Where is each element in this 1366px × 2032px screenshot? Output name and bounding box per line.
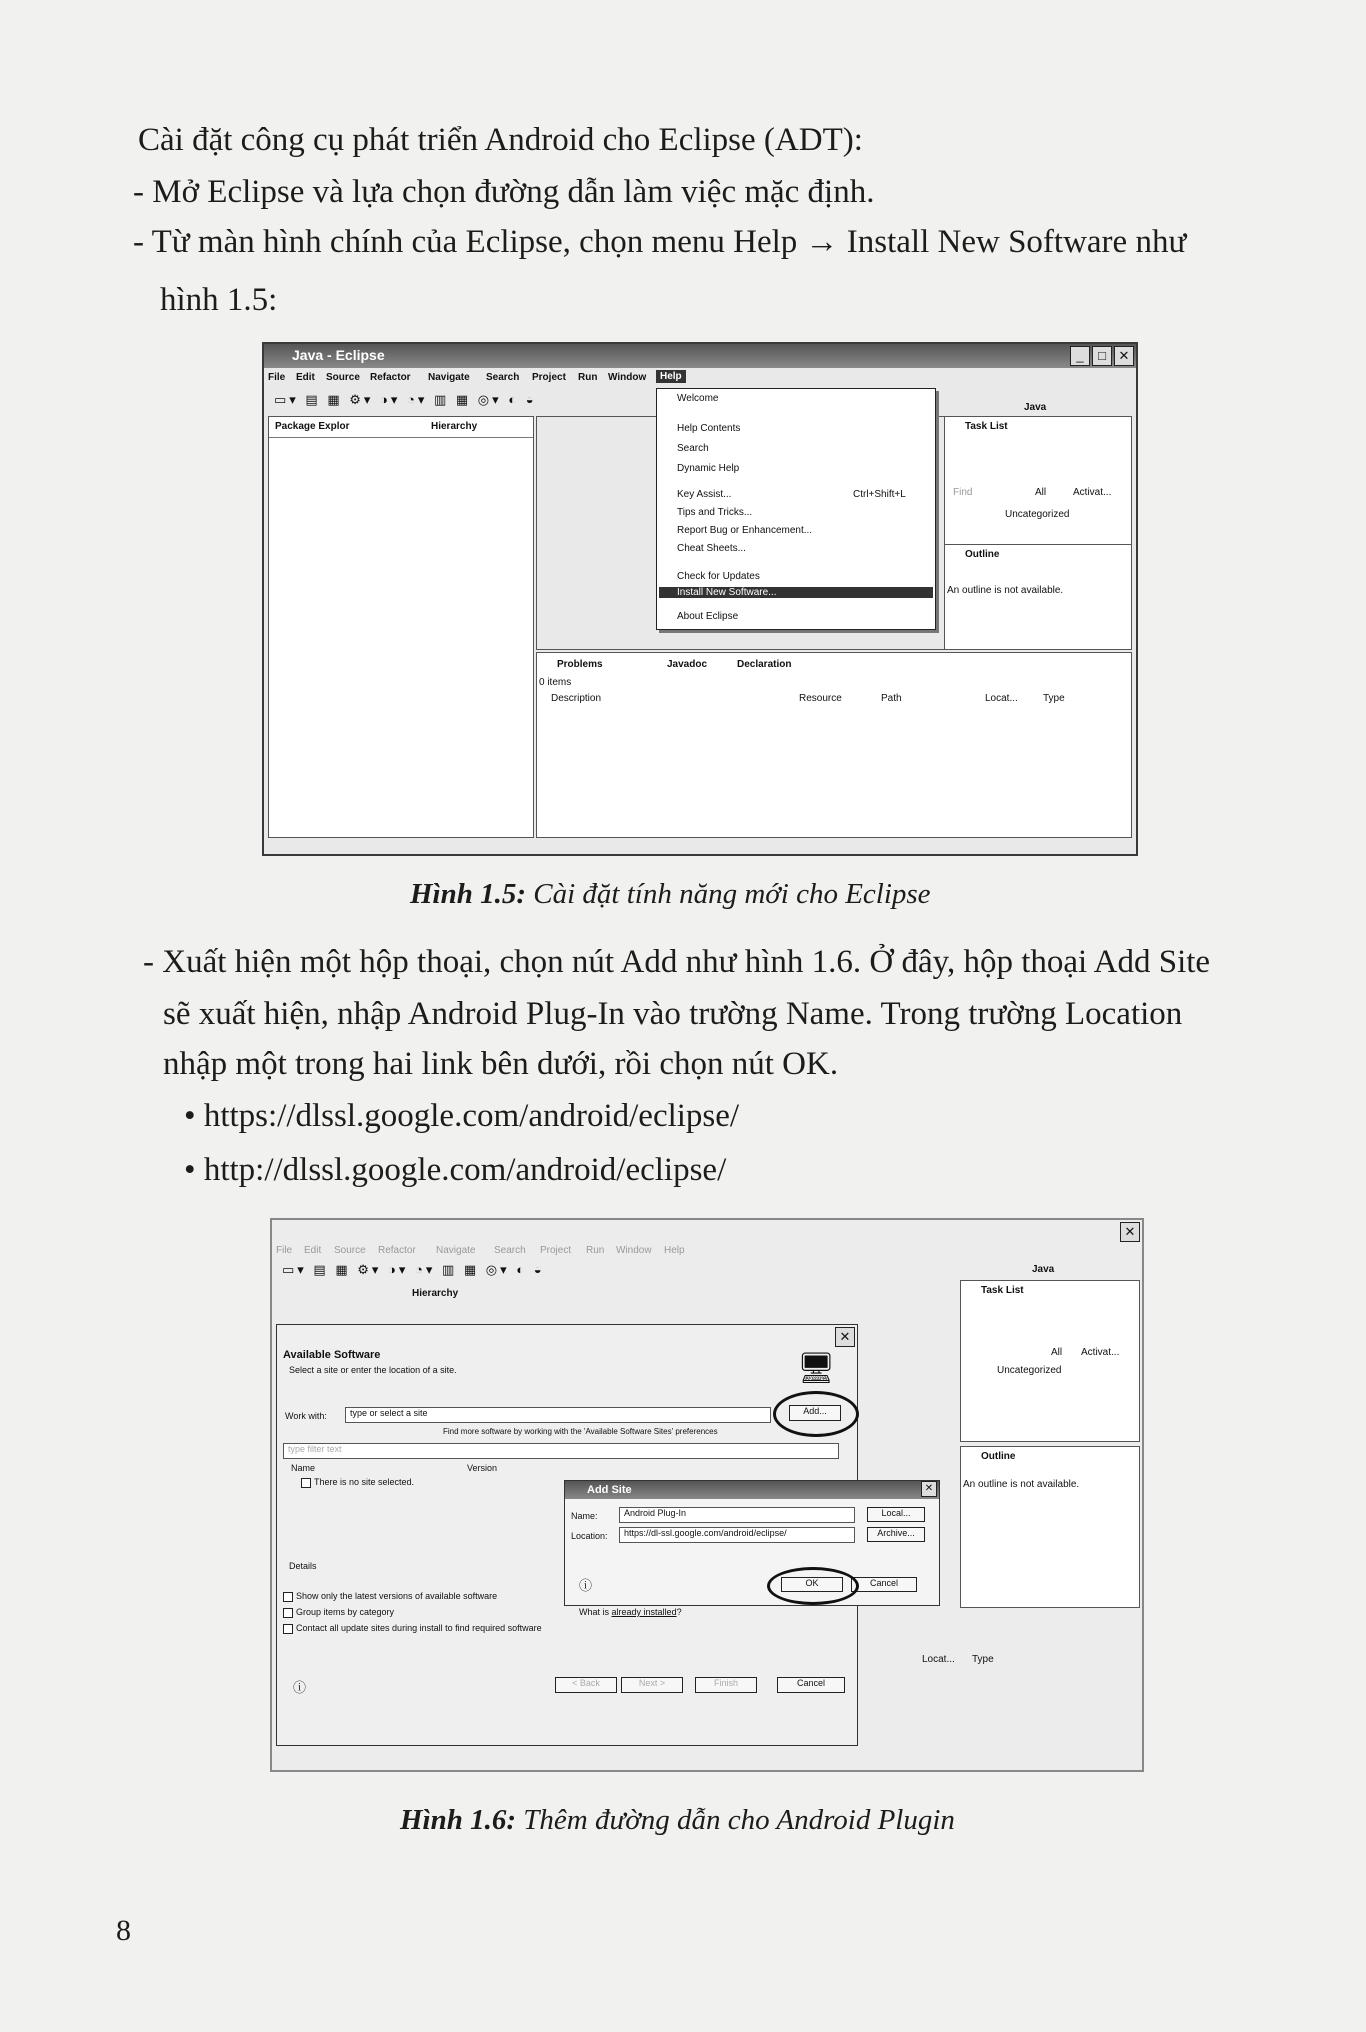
close-icon[interactable]: ✕ xyxy=(1120,1222,1140,1242)
outline-tab[interactable]: Outline xyxy=(965,549,1000,560)
menu-run[interactable]: Run xyxy=(578,372,598,383)
menu-item-help-contents[interactable]: Help Contents xyxy=(677,423,741,434)
menu-edit[interactable]: Edit xyxy=(304,1245,322,1256)
intro-line: Cài đặt công cụ phát triển Android cho Eclipse (ADT): xyxy=(138,122,863,158)
menu-file[interactable]: File xyxy=(276,1245,293,1256)
add-site-dialog xyxy=(564,1480,940,1606)
already-installed-link[interactable]: already installed xyxy=(611,1607,677,1617)
add-site-cancel-button[interactable]: Cancel xyxy=(851,1577,917,1592)
filter-placeholder: type filter text xyxy=(288,1444,342,1454)
opt-contact-sites[interactable] xyxy=(283,1623,542,1634)
filter-input[interactable] xyxy=(283,1443,839,1459)
outline-pane xyxy=(960,1446,1140,1608)
menu-project[interactable]: Project xyxy=(540,1245,572,1256)
menu-item-key-assist-shortcut: Ctrl+Shift+L xyxy=(853,489,906,500)
step-open-eclipse: - Mở Eclipse và lựa chọn đường dẫn làm việc mặc định. xyxy=(133,174,875,210)
menu-project[interactable]: Project xyxy=(532,372,566,383)
find-field[interactable]: Find xyxy=(953,487,973,498)
add-site-title: Add Site xyxy=(587,1484,632,1496)
figure-1-6-text: Thêm đường dẫn cho Android Plugin xyxy=(523,1804,955,1836)
opt-latest-versions[interactable] xyxy=(283,1591,497,1602)
location-value: https://dl-ssl.google.com/android/eclipse/ xyxy=(624,1528,787,1538)
menu-item-search[interactable]: Search xyxy=(677,443,709,454)
location-input[interactable] xyxy=(619,1527,855,1543)
page-number: 8 xyxy=(116,1914,131,1947)
work-with-placeholder: type or select a site xyxy=(350,1408,428,1418)
name-label: Name: xyxy=(571,1511,598,1521)
opt-group-by-category[interactable] xyxy=(283,1607,394,1618)
toolbar-icons[interactable]: ▭▾ ▤ ▦ ⚙▾ ◑▾ ◔▾ ▥ ▦ ◎▾ ◐ ◒ xyxy=(274,392,537,407)
menu-item-report-bug[interactable]: Report Bug or Enhancement... xyxy=(677,525,813,536)
col-resource[interactable]: Resource xyxy=(799,693,842,704)
perspective-java[interactable]: Java xyxy=(1024,402,1047,413)
menu-refactor[interactable]: Refactor xyxy=(378,1245,416,1256)
menu-source[interactable]: Source xyxy=(334,1245,366,1256)
task-list-tab[interactable]: Task List xyxy=(981,1285,1024,1296)
items-count: 0 items xyxy=(539,677,572,688)
tab-problems[interactable]: Problems xyxy=(557,659,603,670)
col-name[interactable]: Name xyxy=(291,1463,316,1473)
menu-item-install-new-software[interactable]: Install New Software... xyxy=(659,587,933,598)
tab-hierarchy[interactable]: Hierarchy xyxy=(412,1288,459,1299)
outline-message: An outline is not available. xyxy=(963,1479,1080,1490)
opt-contact-text: Contact all update sites during install to find required software xyxy=(296,1623,542,1633)
filter-activate[interactable]: Activat... xyxy=(1073,487,1112,498)
minimize-icon[interactable]: _ xyxy=(1070,346,1090,366)
outline-tab[interactable]: Outline xyxy=(981,1451,1016,1462)
archive-button[interactable]: Archive... xyxy=(867,1527,925,1542)
ok-button[interactable]: OK xyxy=(781,1577,843,1592)
task-list-pane xyxy=(960,1280,1140,1442)
col-location[interactable]: Locat... xyxy=(922,1654,955,1665)
filter-activate[interactable]: Activat... xyxy=(1081,1347,1120,1358)
perspective-java[interactable]: Java xyxy=(1032,1264,1055,1275)
figure-1-5-text: Cài đặt tính năng mới cho Eclipse xyxy=(533,878,931,910)
menu-item-about[interactable]: About Eclipse xyxy=(677,611,739,622)
location-label: Location: xyxy=(571,1531,608,1541)
filter-all[interactable]: All xyxy=(1035,487,1047,498)
close-icon[interactable]: ✕ xyxy=(1114,346,1134,366)
menu-help[interactable]: Help xyxy=(656,370,686,383)
add-button-highlight-circle xyxy=(773,1391,859,1437)
col-type[interactable]: Type xyxy=(972,1654,994,1665)
eclipse-screenshot-fig1 xyxy=(262,342,1138,856)
task-list-tab[interactable]: Task List xyxy=(965,421,1008,432)
menu-window[interactable]: Window xyxy=(608,372,647,383)
uncategorized-label: Uncategorized xyxy=(997,1365,1062,1376)
menu-refactor[interactable]: Refactor xyxy=(370,372,411,383)
opt-group-text: Group items by category xyxy=(296,1607,395,1617)
menu-bar xyxy=(272,1242,1142,1260)
eclipse-screenshot-fig2 xyxy=(270,1218,1144,1772)
finish-button[interactable]: Finish xyxy=(695,1677,757,1693)
toolbar-icons[interactable]: ▭▾ ▤ ▦ ⚙▾ ◑▾ ◔▾ ▥ ▦ ◎▾ ◐ ◒ xyxy=(282,1262,545,1277)
window-title: Java - Eclipse xyxy=(292,347,385,363)
name-input[interactable] xyxy=(619,1507,855,1523)
dialog-close-icon[interactable]: ✕ xyxy=(835,1327,855,1347)
next-button[interactable]: Next > xyxy=(621,1677,683,1693)
outline-pane xyxy=(944,544,1132,650)
menu-source[interactable]: Source xyxy=(326,372,360,383)
find-more-text: Find more software by working with the 'Available Software Sites' preferences xyxy=(443,1427,718,1436)
opt-latest-text: Show only the latest versions of available software xyxy=(296,1591,498,1601)
figure-1-6-caption xyxy=(400,1804,955,1837)
add-site-help-icon[interactable]: ⓘ xyxy=(579,1578,593,1593)
menu-search[interactable]: Search xyxy=(494,1245,526,1256)
help-dropdown-menu xyxy=(656,388,936,630)
package-explorer-pane xyxy=(268,416,534,838)
figure-1-6-label: Hình 1.6: xyxy=(400,1804,517,1836)
menu-bar xyxy=(264,369,1136,387)
link-http: • http://dlssl.google.com/android/eclipse/ xyxy=(184,1152,727,1188)
menu-window[interactable]: Window xyxy=(616,1245,652,1256)
step-help-menu-line1: - Từ màn hình chính của Eclipse, chọn menu Help → Install New Software như xyxy=(133,224,1187,260)
menu-file[interactable]: File xyxy=(268,372,286,383)
menu-navigate[interactable]: Navigate xyxy=(428,372,470,383)
no-site-text: There is no site selected. xyxy=(314,1477,415,1487)
figure-1-5-caption xyxy=(410,878,931,911)
name-value: Android Plug-In xyxy=(624,1508,687,1518)
menu-item-dynamic-help[interactable]: Dynamic Help xyxy=(677,463,740,474)
menu-item-welcome[interactable]: Welcome xyxy=(677,393,719,404)
col-path[interactable]: Path xyxy=(881,693,902,704)
available-software-title: Available Software xyxy=(283,1349,381,1361)
cancel-button[interactable]: Cancel xyxy=(777,1677,845,1693)
help-icon[interactable]: ⓘ xyxy=(293,1680,307,1695)
link-http-text: http://dlssl.google.com/android/eclipse/ xyxy=(203,1152,727,1188)
what-is-text: What is xyxy=(579,1607,610,1617)
local-button[interactable]: Local... xyxy=(867,1507,925,1522)
task-list-pane xyxy=(944,416,1132,548)
tab-hierarchy[interactable]: Hierarchy xyxy=(431,421,478,432)
menu-navigate[interactable]: Navigate xyxy=(436,1245,476,1256)
available-software-subtitle: Select a site or enter the location of a site. xyxy=(289,1365,457,1375)
add-button[interactable]: Add... xyxy=(789,1405,841,1421)
details-label: Details xyxy=(289,1561,317,1571)
menu-item-cheat-sheets[interactable]: Cheat Sheets... xyxy=(677,543,746,554)
monitor-icon: 🖥 xyxy=(797,1352,836,1385)
no-site-row xyxy=(301,1477,414,1488)
step-add-site-line1: - Xuất hiện một hộp thoại, chọn nút Add như hình 1.6. Ở đây, hộp thoại Add Site xyxy=(143,944,1211,980)
uncategorized-label: Uncategorized xyxy=(1005,509,1070,520)
link-https-text: https://dlssl.google.com/android/eclipse/ xyxy=(203,1098,740,1134)
col-version[interactable]: Version xyxy=(467,1463,498,1473)
title-bar xyxy=(264,344,1136,368)
menu-item-key-assist[interactable]: Key Assist... xyxy=(677,489,732,500)
work-with-input[interactable] xyxy=(345,1407,771,1423)
tab-javadoc[interactable]: Javadoc xyxy=(667,659,708,670)
step-add-site-line3: nhập một trong hai link bên dưới, rồi chọn nút OK. xyxy=(163,1046,839,1082)
link-https: • https://dlssl.google.com/android/eclipse/ xyxy=(184,1098,740,1134)
col-description[interactable]: Description xyxy=(551,693,602,704)
figure-1-5-label: Hình 1.5: xyxy=(410,878,527,910)
maximize-icon[interactable]: □ xyxy=(1092,346,1112,366)
back-button[interactable]: < Back xyxy=(555,1677,617,1693)
col-type[interactable]: Type xyxy=(1043,693,1065,704)
outline-message: An outline is not available. xyxy=(947,585,1064,596)
ok-button-highlight-circle xyxy=(767,1567,859,1605)
work-with-label: Work with: xyxy=(285,1411,327,1421)
menu-edit[interactable]: Edit xyxy=(296,372,315,383)
problems-pane xyxy=(536,652,1132,838)
add-site-close-icon[interactable]: ✕ xyxy=(921,1481,937,1497)
step-add-site-line2: sẽ xuất hiện, nhập Android Plug-In vào trường Name. Trong trường Location xyxy=(163,996,1183,1032)
menu-item-check-updates[interactable]: Check for Updates xyxy=(677,571,760,582)
menu-help[interactable]: Help xyxy=(664,1245,685,1256)
tab-package-explorer[interactable]: Package Explor xyxy=(275,421,350,432)
tab-declaration[interactable]: Declaration xyxy=(737,659,792,670)
step-help-menu-line2: hình 1.5: xyxy=(160,282,278,318)
menu-search[interactable]: Search xyxy=(486,372,520,383)
col-location[interactable]: Locat... xyxy=(985,693,1018,704)
filter-all[interactable]: All xyxy=(1051,1347,1063,1358)
menu-item-tips[interactable]: Tips and Tricks... xyxy=(677,507,753,518)
what-is-line: What is already installed? xyxy=(579,1607,682,1617)
menu-run[interactable]: Run xyxy=(586,1245,605,1256)
